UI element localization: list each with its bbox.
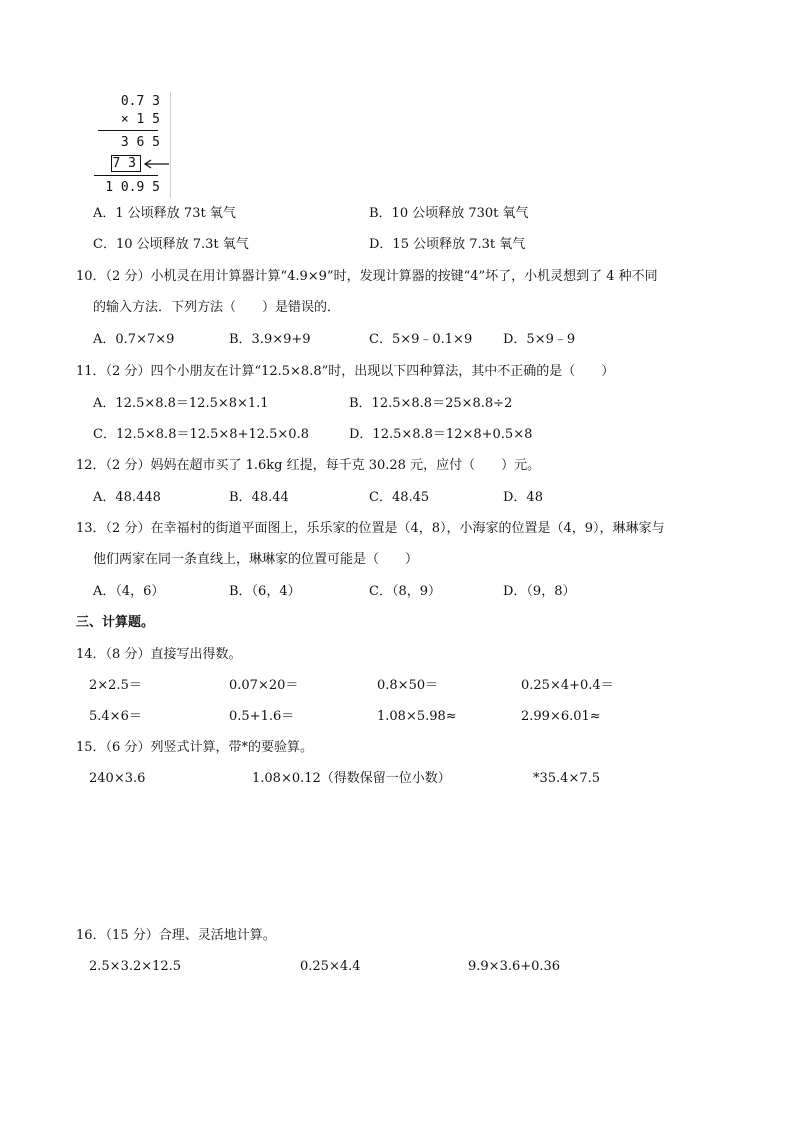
q13-stem-line2: 他们两家在同一条直线上，琳琳家的位置可能是（ ） <box>93 552 419 567</box>
arrow-left-icon <box>142 158 170 170</box>
q15-item-2: 1.08×0.12（得数保留一位小数） <box>252 771 451 786</box>
q13-option-c: C．（8，9） <box>369 584 441 599</box>
figure-multiplicand: 0.7 3 <box>120 94 160 109</box>
q13-option-d: D．（9，8） <box>503 584 576 599</box>
q12-option-a: A．48.448 <box>93 490 161 505</box>
q15-item-3: *35.4×7.5 <box>533 771 601 786</box>
q9-option-d: D．15 公顷释放 7.3t 氧气 <box>369 237 526 252</box>
q16-item-2: 0.25×4.4 <box>300 959 361 974</box>
q14-item-1: 2×2.5＝ <box>89 678 142 693</box>
q12-option-d: D．48 <box>503 490 543 505</box>
q14-item-3: 0.8×50＝ <box>377 678 439 693</box>
q10-option-c: C．5×9﹣0.1×9 <box>369 332 473 347</box>
q11-option-b: B．12.5×8.8＝25×8.8÷2 <box>349 396 513 411</box>
q13-stem-line1: 13．（2 分）在幸福村的街道平面图上，乐乐家的位置是（4，8），小海家的位置是（4，9），琳琳家与 <box>76 521 665 536</box>
figure-partial-product-1: 3 6 5 <box>120 135 160 150</box>
q11-option-c: C．12.5×8.8＝12.5×8+12.5×0.8 <box>93 427 309 442</box>
q10-option-b: B．3.9×9+9 <box>229 332 311 347</box>
q16-item-3: 9.9×3.6+0.36 <box>468 959 561 974</box>
q9-option-a: A．1 公顷释放 73t 氧气 <box>93 206 236 221</box>
q16-item-1: 2.5×3.2×12.5 <box>89 959 182 974</box>
q14-item-6: 0.5+1.6＝ <box>229 709 295 724</box>
q11-option-d: D．12.5×8.8＝12×8+0.5×8 <box>349 427 533 442</box>
q10-option-a: A．0.7×7×9 <box>93 332 175 347</box>
q14-item-4: 0.25×4+0.4＝ <box>521 678 614 693</box>
figure-rule-top <box>98 130 158 131</box>
q13-option-a: A．（4，6） <box>93 584 165 599</box>
q12-stem: 12．（2 分）妈妈在超市买了 1.6kg 红提，每千克 30.28 元，应付（ ）元。 <box>76 458 541 473</box>
q16-stem: 16．（15 分）合理、灵活地计算。 <box>76 928 276 943</box>
q15-stem: 15．（6 分）列竖式计算，带*的要验算。 <box>76 740 313 755</box>
q14-item-5: 5.4×6＝ <box>89 709 142 724</box>
figure-rule-bottom <box>94 175 158 176</box>
q10-option-d: D．5×9﹣9 <box>503 332 576 347</box>
section-title-calculation: 三、计算题。 <box>76 615 155 630</box>
vertical-multiplication-figure <box>90 92 182 200</box>
q10-stem-line2: 的输入方法．下列方法（ ）是错误的． <box>93 300 341 315</box>
q9-option-b: B．10 公顷释放 730t 氧气 <box>369 206 529 221</box>
q14-item-2: 0.07×20＝ <box>229 678 299 693</box>
q12-option-b: B．48.44 <box>229 490 289 505</box>
figure-multiplier: × 1 5 <box>120 112 160 127</box>
q13-option-b: B．（6，4） <box>229 584 301 599</box>
q14-stem: 14．（8 分）直接写出得数。 <box>76 647 242 662</box>
figure-product: 1 0.9 5 <box>105 180 160 195</box>
q9-option-c: C．10 公顷释放 7.3t 氧气 <box>93 237 249 252</box>
q11-option-a: A．12.5×8.8＝12.5×8×1.1 <box>93 396 269 411</box>
q14-item-8: 2.99×6.01≈ <box>521 709 601 724</box>
figure-edge <box>170 92 171 198</box>
q15-item-1: 240×3.6 <box>89 771 146 786</box>
figure-partial-product-2: 7 3 <box>112 156 136 171</box>
q14-item-7: 1.08×5.98≈ <box>377 709 457 724</box>
q10-stem-line1: 10．（2 分）小机灵在用计算器计算“4.9×9”时，发现计算器的按键“4”坏了，小机灵想到了 4 种不同 <box>76 269 658 284</box>
q12-option-c: C．48.45 <box>369 490 430 505</box>
q11-stem: 11．（2 分）四个小朋友在计算“12.5×8.8”时，出现以下四种算法，其中不正确的是（ ） <box>76 364 615 379</box>
